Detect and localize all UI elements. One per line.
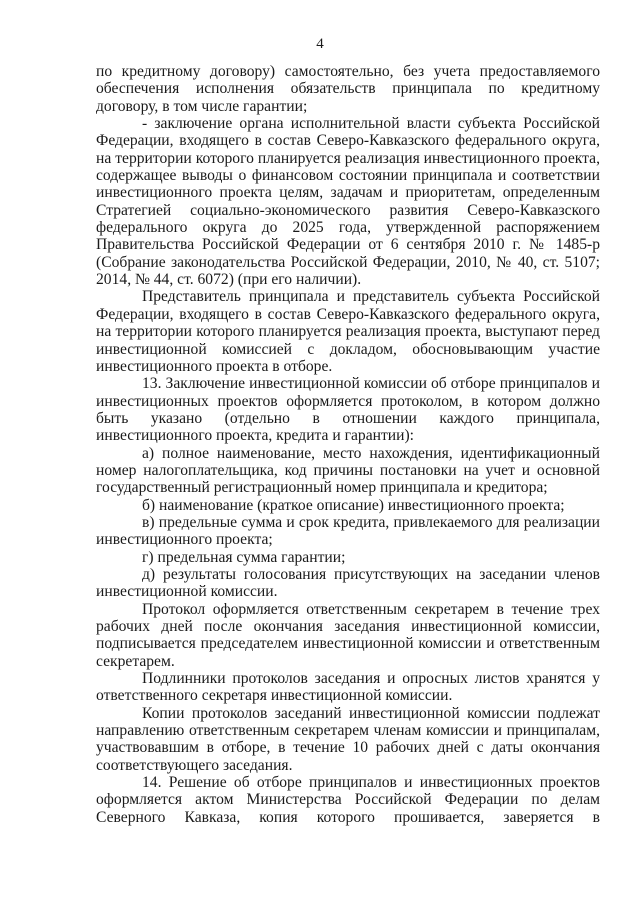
list-item: г) предельная сумма гарантии;: [142, 548, 346, 566]
paragraph: Подлинники протоколов заседания и опросных листов хранятся у ответственного секретаря инвестиционной комиссии.: [96, 670, 600, 705]
list-item: а) полное наименование, место нахождения, идентификационный номер налогоплательщика, код причины постановки на учет и основной государственный регистрационный номер принципала и кредитора;: [96, 444, 600, 497]
paragraph: 14. Решение об отборе принципалов и инвестиционных проектов оформляется актом Министерства Российской Федерации по делам Северного Кавказа, копия которого прошивается, заверяется в: [96, 774, 600, 826]
paragraph: Представитель принципала и представитель субъекта Российской Федерации, входящего в состав Северо-Кавказского федерального округа, на территории которого планируется реализация проекта, выступают перед инвестиционной комиссией с докладом, обосновывающим участие инвестиционного проекта в отборе.: [96, 288, 600, 375]
paragraph: - заключение органа исполнительной власти субъекта Российской Федерации, входящего в состав Северо-Кавказского федерального округа, на территории которого планируется реализация инвестиционного проекта, содержащее выводы о финансовом состоянии принципала и соответствии инвестиционного проекта целям, задачам и приоритетам, определенным Стратегией социально-экономического развития Северо-Кавказского федерального округа до 2025 года, утвержденной распоряжением Правительства Российской Федерации от 6 сентября 2010 г. № 1485-р (Собрание законодательства Российской Федерации, 2010, № 40, ст. 5107; 2014, № 44, ст. 6072) (при его наличии).: [96, 115, 600, 289]
paragraph: Протокол оформляется ответственным секретарем в течение трех рабочих дней после окончания заседания инвестиционной комиссии, подписывается председателем инвестиционной комиссии и ответственным секретарем.: [96, 600, 600, 670]
paragraph: по кредитному договору) самостоятельно, без учета предоставляемого обеспечения исполнения обязательств принципала по кредитному договору, в том числе гарантии;: [96, 63, 600, 115]
paragraph: 13. Заключение инвестиционной комиссии об отборе принципалов и инвестиционных проектов оформляется протоколом, в котором должно быть указано (отдельно в отношении каждого принципала, инвестиционного проекта, кредита и гарантии):: [96, 375, 600, 445]
list-item: д) результаты голосования присутствующих на заседании членов инвестиционной комиссии.: [96, 565, 600, 601]
paragraph: Копии протоколов заседаний инвестиционной комиссии подлежат направлению ответственным секретарем членам комиссии и принципалам, участвовавшим в отборе, в течение 10 рабочих дней с даты окончания соответствующего заседания.: [96, 704, 600, 774]
document-body: [96, 63, 600, 826]
page-number: 4: [316, 36, 324, 52]
list-item: б) наименование (краткое описание) инвестиционного проекта;: [142, 496, 565, 514]
list-item: в) предельные сумма и срок кредита, привлекаемого для реализации инвестиционного проекта;: [96, 513, 600, 549]
